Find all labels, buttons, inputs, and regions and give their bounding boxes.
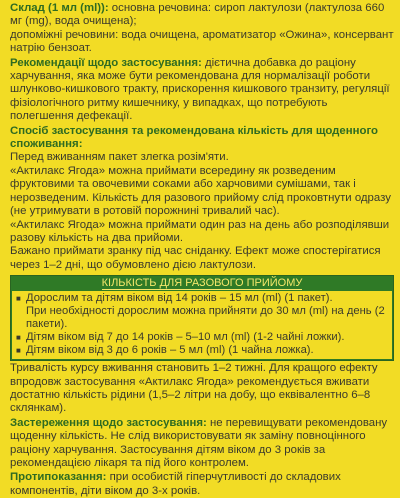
usage-paragraph-3: «Актилакс Ягода» можна приймати один раз на день або розподілявши разову кількість на два прийоми. (10, 218, 390, 244)
composition-text: основна речовина: сироп лактулози (лактулоза 660 мг (mg), вода очищена); (10, 2, 385, 28)
dosage-row-subtext: При необхідності дорослим можна прийняти до 30 мл (ml) на день (2 пакети). (26, 305, 385, 331)
dosage-box-header (11, 276, 393, 291)
square-bullet-icon: ■ (16, 294, 21, 304)
warning-section (10, 417, 394, 471)
dosage-row (16, 331, 388, 344)
contraindications-text: при особистій гіперчутливості до складових компонентів, діти віком до 3-х років. (10, 471, 341, 497)
usage-paragraph-2: «Актилакс Ягода» можна приймати всередину як розведеним фруктовими та овочевими соками або харчовими сумішами, так і нерозведеним. Кількість для разового прийому слід проковтнути одразу (не утримувати в ротовій порожнині тривалий час). (10, 164, 391, 218)
excipients-text: допоміжні речовини: вода очищена, ароматизатор «Ожина», консервант натрію бензоат. (10, 28, 394, 55)
square-bullet-icon: ■ (16, 333, 21, 343)
warning-text: не перевищувати рекомендовану щоденну кількість. Не слід використовувати як заміну повноцінного раціону харчування. Застосування дітям віком до 3 років за рекомендацією лікаря та під його контролем. (10, 416, 388, 469)
dosage-row-text: Дітям віком від 7 до 14 років – 5–10 мл (ml) (1-2 чайні ложки). (26, 331, 345, 344)
duration-text: Тривалість курсу вживання становить 1–2 тижні. Для кращого ефекту впродовж застосування «Актилакс Ягода» рекомендується вживати достатню кількість рідини (1,5–2 літри на добу, що еквівалентно 6–8 склянкам). (10, 362, 378, 415)
usage-heading: Спосіб застосування та рекомендована кількість для щоденного споживання: (10, 124, 379, 151)
dosage-row-text: Дорослим та дітям віком від 14 років – 15 мл (ml) (1 пакет). (26, 292, 333, 305)
dosage-box (10, 275, 394, 361)
warning-label: Застереження щодо застосування: (10, 416, 207, 429)
recommendation-label: Рекомендації щодо застосування: (10, 56, 202, 69)
dosage-box-body (12, 291, 392, 359)
dosage-row (16, 344, 388, 357)
recommendation-section (10, 57, 394, 124)
square-bullet-icon: ■ (16, 346, 21, 356)
dosage-box-title: КІЛЬКІСТЬ ДЛЯ РАЗОВОГО ПРИЙОМУ (101, 277, 303, 290)
dosage-row (16, 292, 388, 305)
contraindications-label: Протипоказання: (10, 471, 107, 484)
dosage-row-text: Дітям віком від 3 до 6 років – 5 мл (ml) (1 чайна ложка). (26, 344, 314, 357)
composition-label: Склад (1 мл (ml)): (10, 2, 109, 14)
contraindications-section (10, 471, 394, 498)
usage-paragraph-4: Бажано приймати зранку під час сніданку. Ефект може спостерігатися через 1–2 дні, що обумовлено дією лактулози. (10, 245, 381, 271)
composition-section (10, 2, 394, 56)
usage-paragraph-1: Перед вживанням пакет злегка розім'яти. (10, 151, 229, 164)
recommendation-text: дієтична добавка до раціону харчування, яка може бути рекомендована для нормалізації роботи шлунково-кишкового тракту, прискорення кишкового транзиту, регуляції фізіологічного ритму кишечнику, у випадках, що потребують полегшення дефекації. (10, 56, 390, 123)
